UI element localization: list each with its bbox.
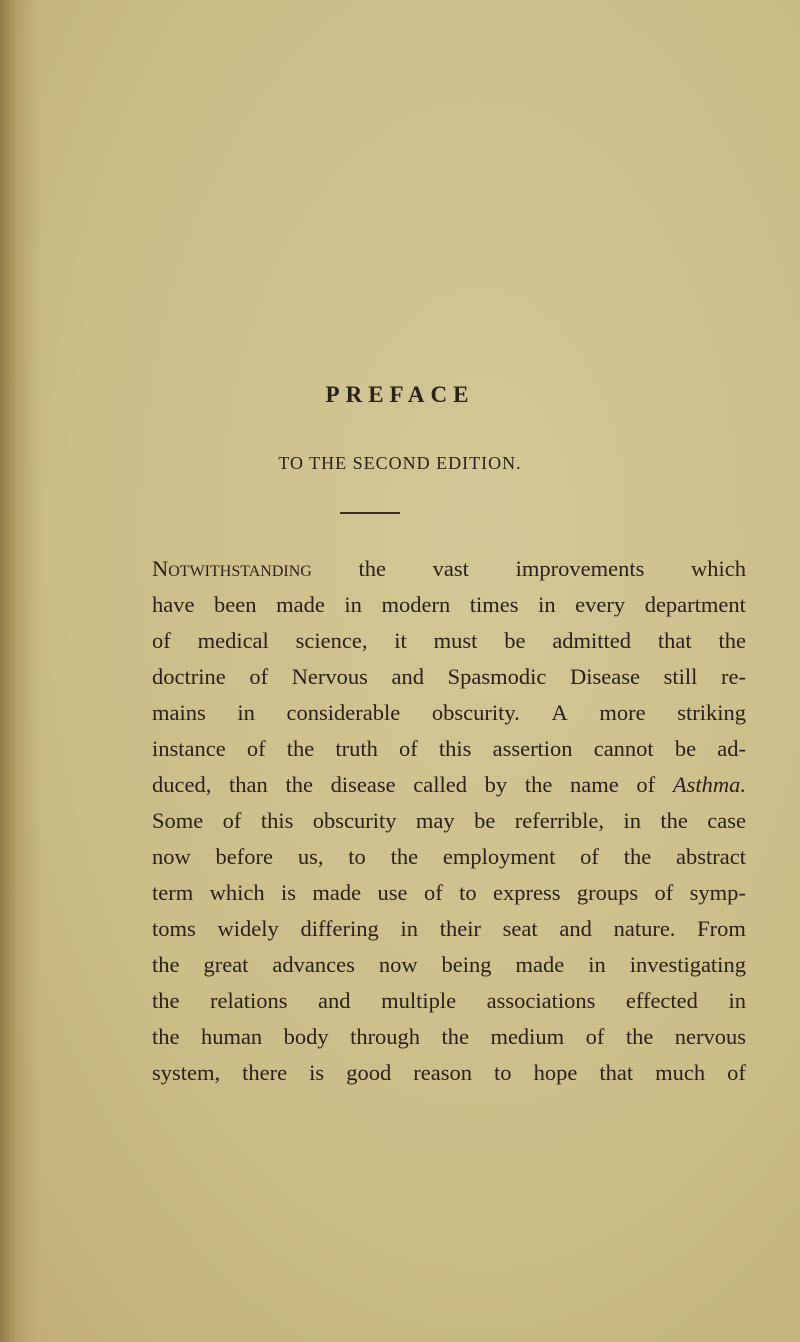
word: the (358, 556, 386, 581)
word: hope (533, 1060, 578, 1085)
text-line (152, 659, 746, 695)
word: of (585, 1024, 605, 1049)
word: medium (490, 1024, 565, 1049)
word: the (152, 952, 180, 977)
word: doctrine (152, 664, 226, 689)
word: widely (217, 916, 279, 941)
word: employment (442, 844, 556, 869)
word: assertion (492, 736, 573, 761)
word: in (237, 700, 255, 725)
word: effected (625, 988, 698, 1013)
word: in (728, 988, 746, 1013)
word: which (691, 556, 746, 581)
word: science, (295, 628, 368, 653)
word: disease (330, 772, 396, 797)
word: striking (677, 700, 746, 725)
word: truth (335, 736, 378, 761)
word: duced, (152, 772, 212, 797)
word: improvements (515, 556, 645, 581)
text-line (152, 623, 746, 659)
word: may (415, 808, 455, 833)
word: to (459, 880, 477, 905)
word: department (644, 592, 746, 617)
word: than (229, 772, 268, 797)
word: A (551, 700, 568, 725)
word: obscurity. (431, 700, 520, 725)
word: this (260, 808, 294, 833)
word: in (588, 952, 606, 977)
text-line (152, 947, 746, 983)
word: referrible, (514, 808, 605, 833)
italic-term: Asthma. (672, 772, 746, 797)
word: in (344, 592, 362, 617)
word: of (580, 844, 599, 869)
word: instance (152, 736, 226, 761)
word: made (515, 952, 565, 977)
word: symp- (689, 880, 746, 905)
word: be (474, 808, 496, 833)
word: re- (720, 664, 746, 689)
word: in (623, 808, 641, 833)
word: of (399, 736, 418, 761)
word: the (285, 772, 313, 797)
word: great (203, 952, 249, 977)
page-subtitle: TO THE SECOND EDITION. (278, 453, 522, 473)
word: and (318, 988, 351, 1013)
word: toms (152, 916, 196, 941)
word: still (663, 664, 698, 689)
word: From (697, 916, 746, 941)
word: this (438, 736, 472, 761)
word: advances (272, 952, 355, 977)
word: more (599, 700, 646, 725)
word: use (377, 880, 408, 905)
word: the (623, 844, 652, 869)
word: of (636, 772, 656, 797)
word: in (400, 916, 418, 941)
word: reason (413, 1060, 472, 1085)
word: of (152, 628, 171, 653)
word: be (504, 628, 526, 653)
text-line (152, 731, 746, 767)
word: before (215, 844, 274, 869)
word: be (674, 736, 697, 761)
word: have (152, 592, 195, 617)
word: relations (210, 988, 288, 1013)
text-line (152, 551, 746, 587)
word: mains (152, 700, 206, 725)
word: of (423, 880, 443, 905)
word: being (441, 952, 492, 977)
word: which (209, 880, 265, 905)
word: investigating (629, 952, 746, 977)
word: medical (197, 628, 269, 653)
word: their (439, 916, 481, 941)
word: and (559, 916, 592, 941)
word: there (242, 1060, 288, 1085)
word: the (441, 1024, 469, 1049)
word: cannot (593, 736, 654, 761)
word: much (655, 1060, 706, 1085)
word: abstract (675, 844, 746, 869)
word: of (222, 808, 242, 833)
word: good (346, 1060, 392, 1085)
word: admitted (552, 628, 632, 653)
word: associations (486, 988, 596, 1013)
text-line (152, 587, 746, 623)
lead-word: Notwithstanding (152, 556, 312, 581)
word: seat (502, 916, 538, 941)
text-line (152, 839, 746, 875)
word: us, (297, 844, 324, 869)
word: ad- (717, 736, 746, 761)
word: of (249, 664, 269, 689)
word: now (378, 952, 418, 977)
word: nature. (613, 916, 676, 941)
word: vast (432, 556, 469, 581)
word: the (718, 628, 746, 653)
word: is (281, 880, 297, 905)
word: the (152, 1024, 180, 1049)
word: and (391, 664, 425, 689)
word: Spasmodic (447, 664, 547, 689)
word: express (492, 880, 561, 905)
text-line (152, 1055, 746, 1091)
word: by (484, 772, 508, 797)
word: now (152, 844, 191, 869)
text-line (152, 803, 746, 839)
word: the (660, 808, 688, 833)
page-edge-shadow (0, 0, 40, 1342)
word: the (524, 772, 553, 797)
word: term (152, 880, 194, 905)
word: been (214, 592, 257, 617)
word: modern (381, 592, 451, 617)
word: of (246, 736, 266, 761)
text-line (152, 983, 746, 1019)
word: Nervous (291, 664, 368, 689)
word: is (309, 1060, 325, 1085)
word: body (283, 1024, 329, 1049)
word: the (152, 988, 180, 1013)
text-line (152, 767, 746, 803)
word: to (348, 844, 366, 869)
word: the (390, 844, 419, 869)
word: of (727, 1060, 746, 1085)
word: obscurity (312, 808, 397, 833)
word: human (200, 1024, 263, 1049)
text-line (152, 695, 746, 731)
text-line (152, 911, 746, 947)
body-text (152, 551, 746, 1091)
word: times (469, 592, 519, 617)
word: Some (152, 808, 204, 833)
word: case (707, 808, 746, 833)
word: must (433, 628, 478, 653)
page-title: PREFACE (325, 382, 475, 407)
word: differing (300, 916, 379, 941)
word: system, (152, 1060, 221, 1085)
word: groups (576, 880, 639, 905)
word: the (286, 736, 315, 761)
word: that (599, 1060, 634, 1085)
word: Disease (570, 664, 640, 689)
word: made (276, 592, 325, 617)
word: name (570, 772, 619, 797)
word: every (575, 592, 626, 617)
text-line (152, 1019, 746, 1055)
word: called (413, 772, 467, 797)
divider-rule (340, 512, 400, 514)
word: multiple (381, 988, 457, 1013)
word: to (494, 1060, 512, 1085)
word: nervous (674, 1024, 746, 1049)
word: made (312, 880, 362, 905)
word: that (657, 628, 692, 653)
word: considerable (286, 700, 401, 725)
word: of (654, 880, 674, 905)
word: the (625, 1024, 654, 1049)
word: in (538, 592, 556, 617)
word: through (350, 1024, 421, 1049)
word: it (394, 628, 407, 653)
text-line (152, 875, 746, 911)
